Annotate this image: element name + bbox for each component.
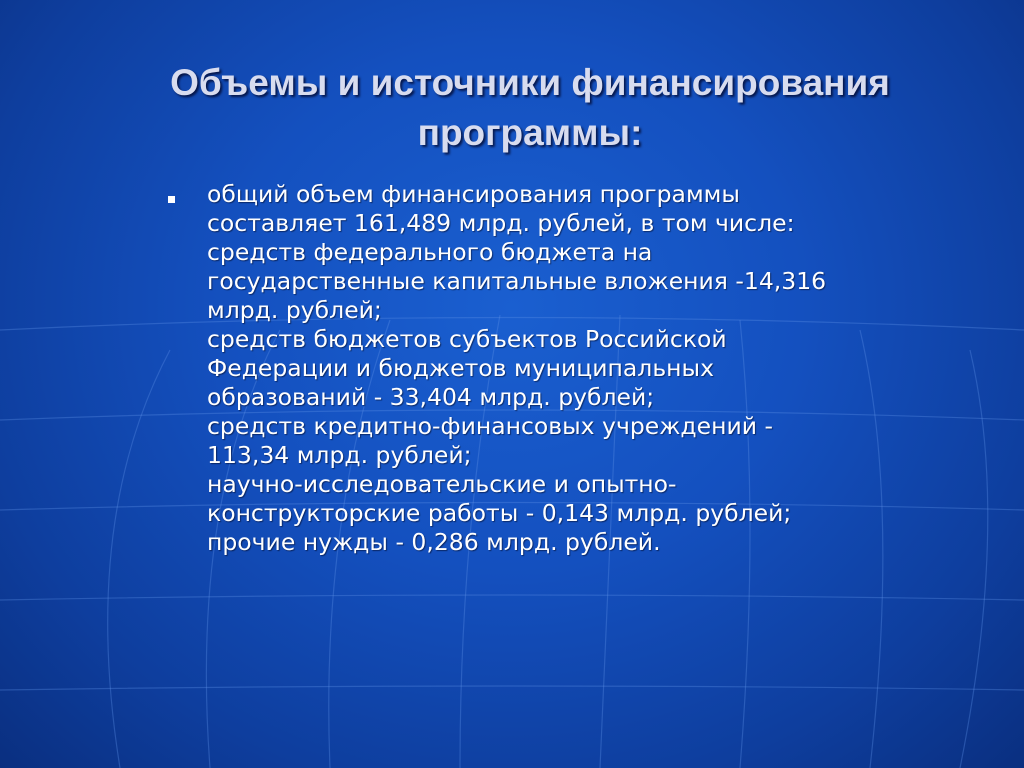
bullet-text-line: научно-исследовательские и опытно- bbox=[207, 470, 677, 498]
title-line-2: программы: bbox=[417, 112, 643, 153]
bullet-text-line: конструкторские работы - 0,143 млрд. рублей; bbox=[207, 499, 792, 527]
bullet-text-line: образований - 33,404 млрд. рублей; bbox=[207, 383, 655, 411]
bullet-text-line: средств кредитно-финансовых учреждений - bbox=[207, 412, 773, 440]
bullet-text-line: млрд. рублей; bbox=[207, 296, 382, 324]
bullet-text-line: средств бюджетов субъектов Российской bbox=[207, 325, 727, 353]
slide-content bbox=[165, 180, 965, 557]
bullet-text-line: прочие нужды - 0,286 млрд. рублей. bbox=[207, 528, 661, 556]
bullet-text-line: государственные капитальные вложения -14,316 bbox=[207, 267, 827, 295]
bullet-text-line: составляет 161,489 млрд. рублей, в том числе: bbox=[207, 209, 795, 237]
slide-title bbox=[100, 58, 960, 158]
square-bullet-icon bbox=[168, 196, 175, 203]
bullet-text-line: общий объем финансирования программы bbox=[207, 180, 740, 208]
bullet-text-line: 113,34 млрд. рублей; bbox=[207, 441, 472, 469]
bullet-text-line: средств федерального бюджета на bbox=[207, 238, 653, 266]
bullet-item bbox=[165, 180, 965, 557]
bullet-text-line: Федерации и бюджетов муниципальных bbox=[207, 354, 715, 382]
title-line-1: Объемы и источники финансирования bbox=[170, 62, 890, 103]
